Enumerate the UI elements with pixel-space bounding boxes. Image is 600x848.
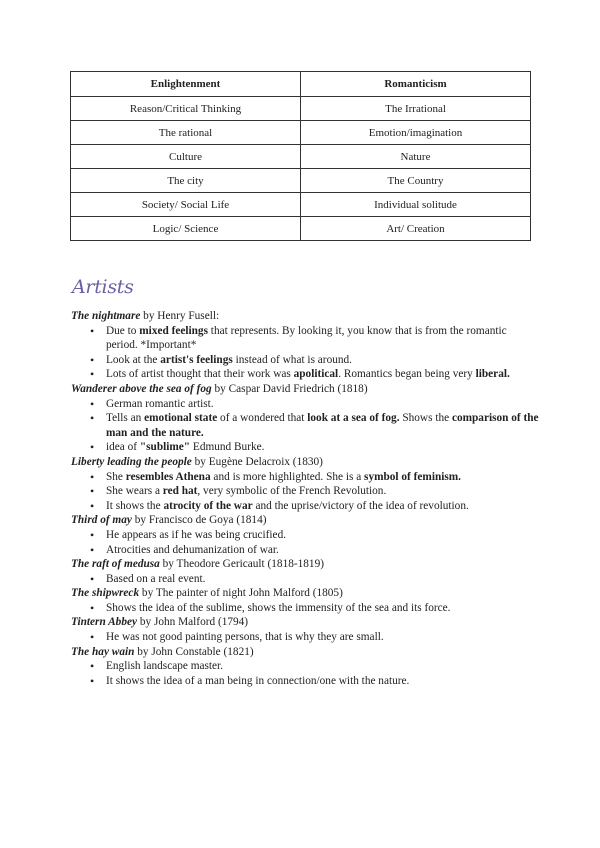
list-item (106, 484, 541, 499)
list-item (106, 601, 541, 616)
emphasis-text: mixed feelings (139, 324, 208, 337)
emphasis-text: emotional state (144, 412, 218, 425)
bullet-text: He appears as if he was being crucified. (106, 528, 287, 541)
emphasis-text: "sublime" (139, 441, 191, 454)
emphasis-text: liberal. (475, 368, 510, 381)
table-row (71, 169, 531, 193)
table-cell: The Country (301, 169, 531, 193)
emphasis-text: artist's feelings (160, 353, 233, 366)
bullet-text: , very symbolic of the French Revolution. (197, 485, 387, 498)
bullet-text: Atrocities and dehumanization of war. (106, 543, 279, 556)
bullet-text: Shows the (399, 412, 452, 425)
emphasis-text: symbol of feminism. (364, 470, 462, 483)
table-cell: The rational (71, 121, 301, 145)
emphasis-text: comparison of the man and the nature. (106, 412, 539, 439)
list-item (106, 543, 541, 558)
bullet-text: English landscape master. (106, 660, 224, 673)
artist-notes (71, 309, 541, 688)
bullet-list (71, 601, 541, 616)
list-item (106, 411, 541, 440)
bullet-list (71, 659, 541, 688)
bullet-text: and the uprise/victory of the idea of revolution. (252, 499, 469, 512)
table-header-cell: Enlightenment (71, 72, 301, 97)
list-item (106, 499, 541, 514)
bullet-text: It shows the idea of a man being in connection/one with the nature. (106, 674, 410, 687)
bullet-text: idea of (106, 441, 140, 454)
list-item (106, 353, 541, 368)
artwork-title: The shipwreck (71, 587, 140, 600)
table-body (71, 97, 531, 241)
artwork-title: The hay wain (71, 645, 135, 658)
emphasis-text: look at a sea of fog. (307, 412, 400, 425)
list-item (106, 440, 541, 455)
artwork-byline: by Francisco de Goya (1814) (131, 514, 267, 527)
list-item (106, 397, 541, 412)
bullet-list (71, 397, 541, 455)
table-cell: Emotion/imagination (301, 121, 531, 145)
bullet-text: that represents. By looking it, you know that is from the romantic period. *Important* (106, 324, 507, 352)
artwork-entry (71, 455, 541, 470)
bullet-text: German romantic artist. (106, 397, 214, 410)
list-item (106, 324, 541, 353)
artwork-entry (71, 615, 541, 630)
bullet-text: Lots of artist thought that their work was (106, 368, 294, 381)
artwork-byline: by The painter of night John Malford (1805) (139, 587, 343, 600)
bullet-text: Edmund Burke. (190, 441, 265, 454)
artwork-title: Third of may (71, 514, 132, 527)
artwork-entry (71, 645, 541, 660)
artwork-entry (71, 586, 541, 601)
bullet-list (71, 630, 541, 645)
artwork-byline: by Theodore Gericault (1818-1819) (159, 558, 324, 571)
list-item (106, 528, 541, 543)
table-row (71, 145, 531, 169)
artwork-byline: by John Constable (1821) (134, 645, 254, 658)
bullet-list (71, 470, 541, 514)
bullet-text: Due to (106, 324, 140, 337)
table-row (71, 217, 531, 241)
table-header-cell: Romanticism (301, 72, 531, 97)
table-row (71, 121, 531, 145)
artwork-title: Tintern Abbey (71, 616, 137, 629)
bullet-text: She wears a (106, 485, 163, 498)
list-item (106, 470, 541, 485)
artwork-title: The nightmare (71, 310, 141, 322)
bullet-text: Tells an (106, 412, 145, 425)
table-cell: Individual solitude (301, 193, 531, 217)
list-item (106, 630, 541, 645)
emphasis-text: apolitical (293, 368, 339, 381)
comparison-table (70, 71, 531, 241)
table-cell: Culture (71, 145, 301, 169)
artwork-entry (71, 557, 541, 572)
artwork-title: Liberty leading the people (71, 455, 192, 468)
bullet-text: Shows the idea of the sublime, shows the immensity of the sea and its force. (106, 601, 451, 614)
table-cell: Art/ Creation (301, 217, 531, 241)
bullet-text: It shows the (106, 499, 164, 512)
bullet-text: of a wondered that (217, 412, 308, 425)
bullet-list (71, 572, 541, 587)
list-item (106, 659, 541, 674)
bullet-list (71, 528, 541, 557)
artwork-entry (71, 382, 541, 397)
table-row (71, 97, 531, 121)
artwork-title: The raft of medusa (71, 558, 160, 571)
table-cell: Nature (301, 145, 531, 169)
artwork-title: Wanderer above the sea of fog (71, 382, 212, 395)
table-cell: Logic/ Science (71, 217, 301, 241)
table-cell: Society/ Social Life (71, 193, 301, 217)
bullet-text: She (106, 470, 126, 483)
list-item (106, 572, 541, 587)
bullet-text: Look at the (106, 353, 161, 366)
bullet-text: instead of what is around. (232, 353, 352, 366)
emphasis-text: atrocity of the war (163, 499, 253, 512)
table-header-row (71, 72, 531, 97)
bullet-text: . Romantics began being very (338, 368, 476, 381)
table-cell: Reason/Critical Thinking (71, 97, 301, 121)
table-cell: The Irrational (301, 97, 531, 121)
artwork-byline: by Eugène Delacroix (1830) (191, 455, 323, 468)
table-row (71, 193, 531, 217)
bullet-text: and is more highlighted. She is a (210, 470, 365, 483)
list-item (106, 367, 541, 382)
bullet-list (71, 324, 541, 382)
artwork-entry (71, 513, 541, 528)
artwork-byline: by Henry Fusell: (140, 310, 220, 322)
bullet-text: Based on a real event. (106, 572, 206, 585)
emphasis-text: resembles Athena (125, 470, 211, 483)
artists-heading: Artists (72, 276, 134, 298)
artwork-byline: by Caspar David Friedrich (1818) (211, 382, 368, 395)
bullet-text: He was not good painting persons, that is why they are small. (106, 631, 384, 644)
list-item (106, 674, 541, 689)
artwork-byline: by John Malford (1794) (137, 616, 249, 629)
artwork-entry (71, 309, 541, 324)
table-cell: The city (71, 169, 301, 193)
emphasis-text: red hat (162, 485, 198, 498)
